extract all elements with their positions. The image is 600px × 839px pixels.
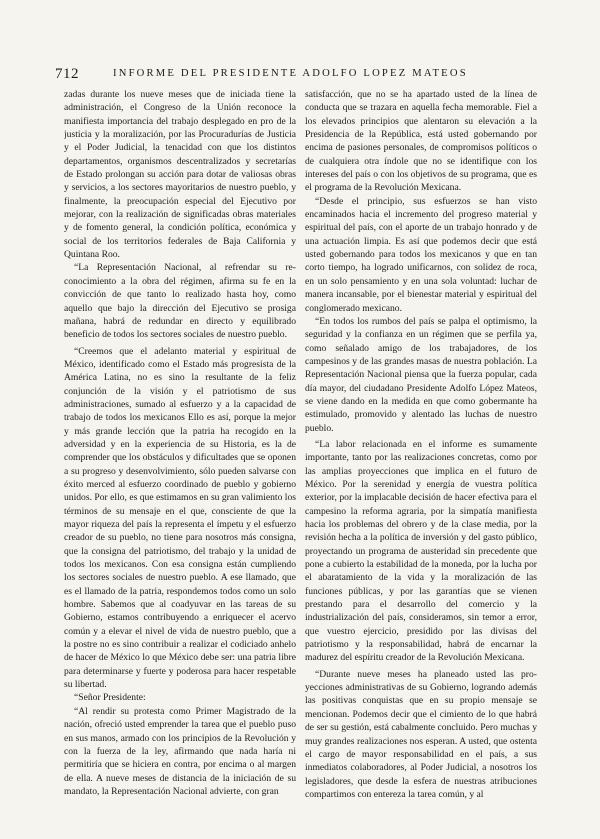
paragraph: “Señor Presidente: [74, 692, 146, 704]
paragraph: satisfacción, que no se ha apartado usted de la línea de conducta que se trazara en aquella fecha memorable. Fiel a los elevados principios que alentaron su elevación a la Presidencia de la República, está usted gobernando por encima de pasiones personales, de compromisos políticos o de cualquiera otra índole que no se identifique con los intereses del país o con los objetivos de su programa, que es el programa de la Revolución Mexicana. [305, 89, 537, 194]
paragraph: zadas durante los nueve meses que de iniciada tiene la administración, el Congreso de la Unión reconoce la manifiesta importancia del trabajo desplegado en pro de la justicia y la moralización, por las Procuradurías de Justicia y el Poder Judicial, la tenacidad con que los distintos departamentos, organismos descentralizados y secretarías de Estado prolongan su acción para dotar de valiosas obras y servicios, a los sectores mayoritarios de nuestro pueblo, y finalmente, la preocupación especial del Ejecutivo por mejorar, con la realización de significadas obras materiales y de fomento general, la condición política, económica y social de los territorios federales de Baja California y Quintana Roo. [64, 89, 296, 261]
paragraph: “Desde el principio, sus esfuerzos se han visto encaminados hacia el incremento del progreso material y espiritual del país, con el aporte de un trabajo honrado y de una actuación limpia. Es así que podemos decir que está usted gobernando para todos los mexicanos y que en tan corto tiempo, ha logrado unificarnos, con solidez de roca, en un solo pensamiento y en una sola voluntad: luchar de manera incansable, por el bienestar material y espiritual del conglomerado mexicano. [305, 195, 537, 314]
page-number: 712 [55, 66, 79, 82]
right-column [305, 88, 537, 828]
paragraph: “Durante nueve meses ha planeado usted las proyecciones administrativas de su Gobierno, logrando además las positivas conquistas que en su propio mensaje se mencionan. Podemos decir que el cimiento de lo que habrá de ser su gestión, está cabalmente concluido. Pero muchas y muy grandes realizaciones nos esperan. A usted, que ostenta el cargo de mayor responsabilidad en el país, a sus inmediatos colaboradores, al Poder Judicial, a nosotros los legisladores, que desde la esfera de nuestras atribuciones compartimos con entereza la tarea común, y al [305, 668, 537, 800]
paragraph: “Creemos que el adelanto material y espiritual de México, identificado como el Estado más progresista de la América Latina, no es sino la resultante de la feliz conjunción de la visión y el patriotismo de sus administraciones, sumado al esfuerzo y a la capacidad de trabajo de todos los mexicanos Ello es así, porque la mejor y más grande lección que la patria ha recogido en la adversidad y en la experiencia de su Historia, es la de comprender que los obstáculos y dificultades que se oponen a su progreso y desenvolvimiento, sólo pueden salvarse con éxito merced al esfuerzo coordinado de pueblo y gobierno unidos. Por ello, es que estimamos en su gran valimiento los términos de su mensaje en el que, consciente de que la mayor riqueza del país la representa el ímpetu y el esfuerzo creador de su pueblo, no tiene para nosotros más consigna, que la consigna del patriotismo, del trabajo y la unidad de todos los mexicanos. Con esa consigna están cumpliendo los sectores sociales de nuestro pueblo. A ese llamado, que es el llamado de la patria, respondemos todos como un solo hombre. Sabemos que al coadyuvar en las tareas de su Gobierno, estamos contribuyendo a enriquecer el acervo común y a elevar el nivel de vida de nuestro pueblo, que a la postre no es sino contribuir a realizar el codiciado anhelo de hacer de México lo que México debe ser: una patria libre para determinarse y fuerte y poderosa para hacer respetable su libertad. [64, 345, 296, 691]
paragraph: “La Representación Nacional, al refrendar su reconocimiento a la obra del régimen, afirma su fe en la convicción de que tanto lo realizado hasta hoy, como aquello que bajo la dirección del Ejecutivo se prosiga mañana, habrá de redundar en directo y equilibrado beneficio de todos los sectores sociales de nuestro pueblo. [64, 262, 296, 341]
paragraph: “En todos los rumbos del país se palpa el optimismo, la seguridad y la confianza en un régimen que se perfila ya, como señalado amigo de los trabajadores, de los campesinos y de las grandes masas de nuestra población. La Representación Nacional piensa que la fuerza popular, cada día mayor, del ciudadano Presidente Adolfo López Mateos, se viene dando en la medida en que como gobermante ha estimulado, promovido y alentado las luchas de nuestro pueblo. [305, 315, 537, 434]
page-header [55, 66, 555, 82]
paragraph: “Al rendir su protesta como Primer Magistrado de la nación, ofreció usted emprender la tarea que el pueblo puso en sus manos, armado con los principios de la Revolución y con la fuerza de la ley, afirmando que nada haría ni permitiría que se hiciera en contra, por encima o al margen de ella. A nueve meses de distancia de la iniciación de su mandato, la Representación Nacional advierte, con gran [64, 705, 296, 797]
left-column [64, 88, 296, 828]
paragraph: “La labor relacionada en el informe es sumamente importante, tanto por las realizaciones concretas, como por las amplias proyecciones que implica en el futuro de México. Por la serenidad y energía de vuestra política exterior, por la implacable decisión de hacer efectiva para el campesino la reforma agraria, por la simpatía manifiesta hacia los problemas del obrero y de la clase media, por la revisión hecha a la política de inversión y del gasto público, proyectando un programa de austeridad sin precedente que pone a cubierto la estabilidad de la moneda, por la lucha por el abaratamiento de la vida y la moralización de las funciones públicas, y por las garantías que se vienen prestando para el desarrollo del comercio y la industrialización del país, consideramos, sin temor a error, que vuestro ejercicio, presidido por las divisas del patriotismo y la responsabilidad, habrá de encarnar la madurez del espíritu creador de la Revolución Mexicana. [305, 438, 537, 664]
running-title: INFORME DEL PRESIDENTE ADOLFO LOPEZ MATEOS [113, 68, 468, 79]
